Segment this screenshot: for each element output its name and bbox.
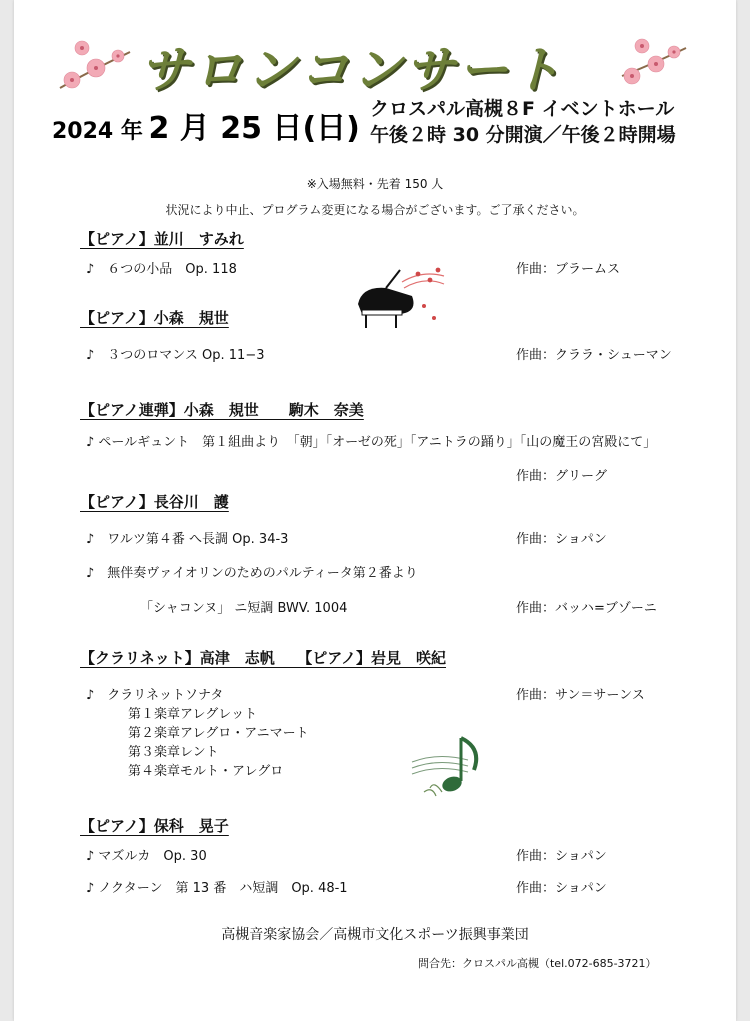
performer-heading-6: 【ピアノ】保科 晃子 [80, 817, 229, 835]
program-item: ♪ マズルカ Op. 30 [86, 849, 207, 864]
movement-item: 第４楽章モルト・アレグロ [128, 764, 284, 779]
grand-piano-icon [352, 262, 448, 334]
venue-block [370, 96, 676, 148]
program-subitem: 「シャコンヌ」 ニ短調 BWV. 1004 [140, 601, 348, 616]
concert-date [52, 103, 360, 147]
organizers: 高槻音楽家協会／高槻市文化スポーツ振興事業団 [221, 927, 529, 943]
contact-info: 問合先：クロスパル高槻（tel.072-685-3721） [418, 957, 657, 970]
program-item: ♪ ３つのロマンス Op. 11−3 [86, 348, 265, 363]
performer-heading-2: 【ピアノ】小森 規世 [80, 309, 229, 327]
cherry-blossom-left-icon [56, 38, 136, 98]
page-title: サロンコンサート [140, 41, 564, 99]
date-year: 2024 年 [52, 119, 143, 144]
composer-label: 作曲：ショパン [516, 532, 607, 547]
admission-note: ※入場無料・先着 150 人 [306, 177, 444, 191]
movement-item: 第１楽章アレグレット [128, 707, 258, 722]
movement-item: 第２楽章アレグロ・アニマート [128, 726, 309, 741]
venue-name: クロスパル高槻８F イベントホール [370, 98, 675, 120]
composer-label: 作曲：グリーグ [516, 469, 608, 484]
date-month-day: 2 月 25 日 [148, 111, 303, 146]
composer-label: 作曲：ショパン [516, 881, 607, 896]
performer-heading-1: 【ピアノ】並川 すみれ [80, 230, 244, 248]
program-item: ♪ クラリネットソナタ [86, 688, 224, 703]
performer-heading-3: 【ピアノ連弾】小森 規世 駒木 奈美 [80, 401, 364, 419]
program-item: ♪ ノクターン 第 13 番 ハ短調 Op. 48-1 [86, 881, 348, 896]
program-item: ♪ ６つの小品 Op. 118 [86, 262, 237, 277]
date-weekday: (日) [302, 111, 360, 146]
composer-label: 作曲：クララ・シューマン [516, 348, 672, 363]
program-item: ♪ ワルツ第４番 へ長調 Op. 34-3 [86, 532, 289, 547]
disclaimer-note: 状況により中止、プログラム変更になる場合がございます。ご了承ください。 [165, 203, 585, 217]
composer-label: 作曲：ショパン [516, 849, 607, 864]
concert-time: 午後２時 30 分開演／午後２時開場 [370, 124, 676, 146]
performer-heading-4: 【ピアノ】長谷川 護 [80, 493, 229, 511]
cherry-blossom-right-icon [618, 36, 690, 96]
composer-label: 作曲：ブラームス [516, 262, 621, 277]
composer-label: 作曲：サン＝サーンス [516, 688, 645, 703]
movement-item: 第３楽章レント [128, 745, 219, 760]
composer-label: 作曲：バッハ=ブゾーニ [516, 601, 657, 616]
music-note-icon [408, 732, 488, 800]
program-item: ♪ 無伴奏ヴァイオリンのためのパルティータ第２番より [86, 566, 418, 581]
performer-heading-5: 【クラリネット】高津 志帆 【ピアノ】岩見 咲紀 [80, 649, 447, 667]
program-item: ♪ ペールギュント 第１組曲より 「朝」「オーゼの死」「アニトラの踊り」「山の魔王の宮殿にて」 [86, 435, 657, 450]
